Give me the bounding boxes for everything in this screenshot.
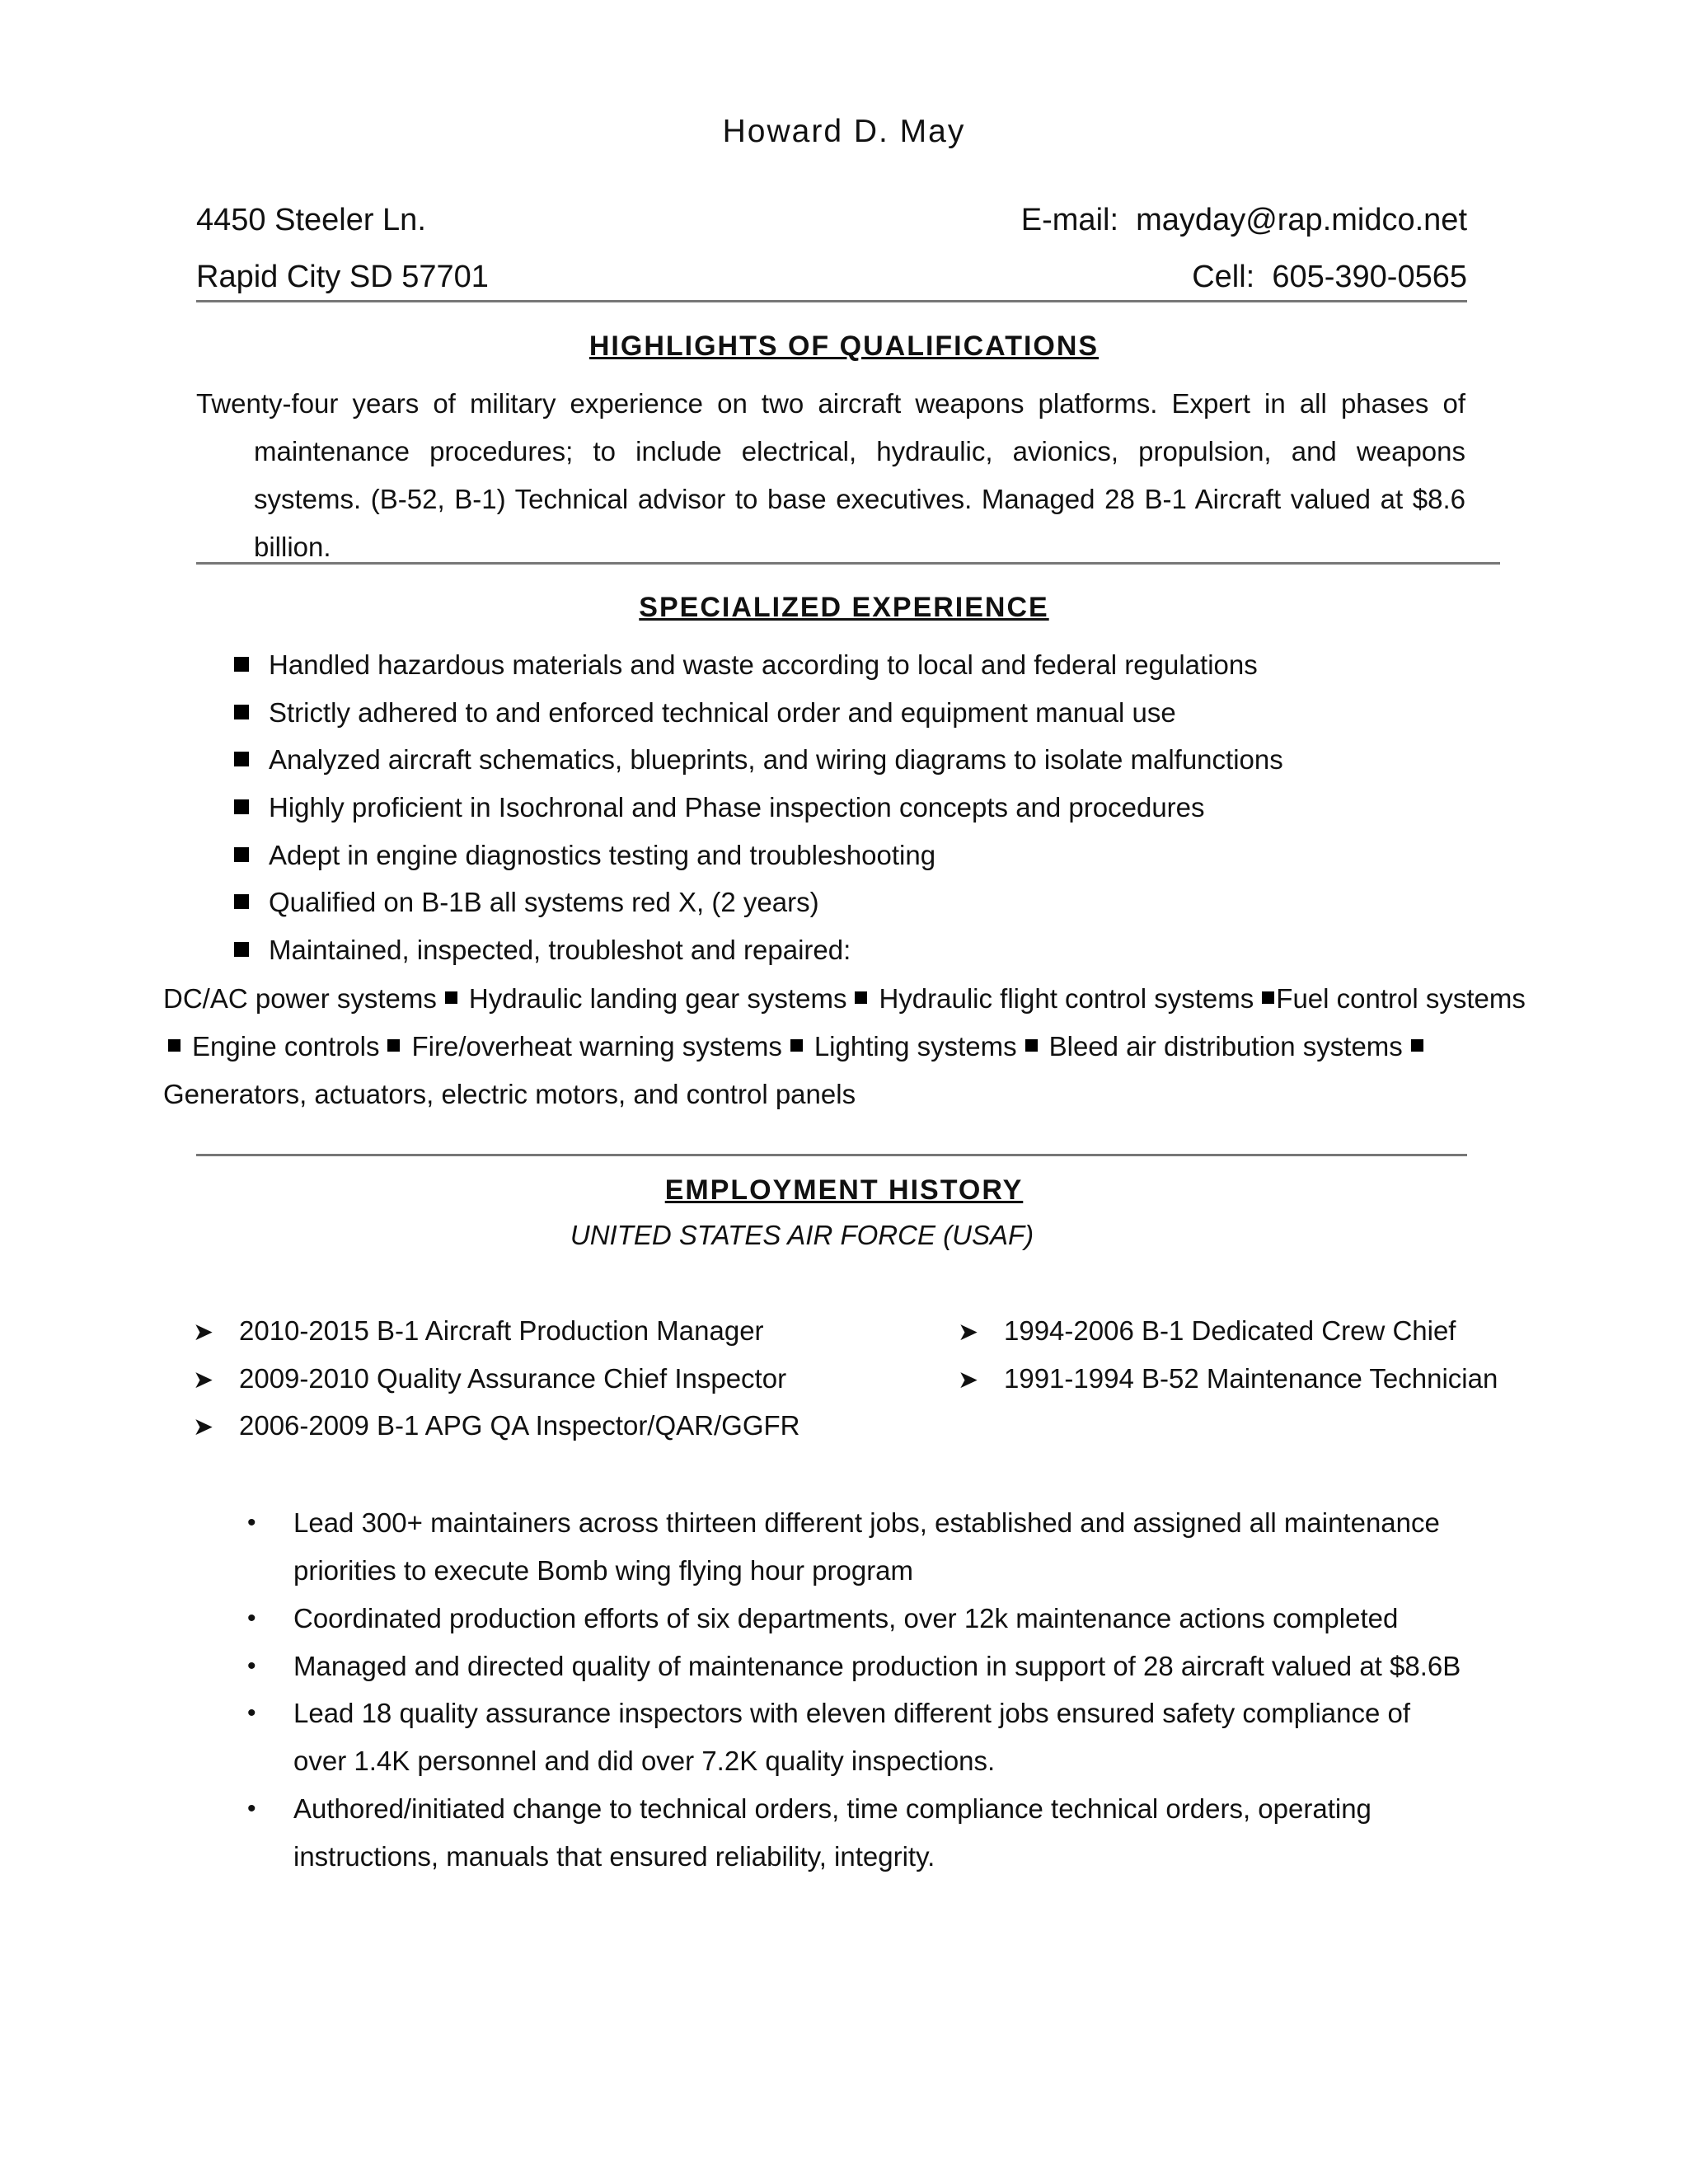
list-item: Adept in engine diagnostics testing and troubleshooting [234,840,935,871]
job-entry: ➤ 2010-2015 B-1 Aircraft Production Manager [193,1315,764,1346]
bullet-dot-icon: • [247,1795,256,1822]
header-divider [196,300,1467,302]
square-bullet-icon [387,1039,400,1052]
email-address[interactable]: mayday@rap.midco.net [1136,203,1467,237]
job-entry: ➤ 1994-2006 B-1 Dedicated Crew Chief [958,1315,1456,1346]
list-item: Analyzed aircraft schematics, blueprints, and wiring diagrams to isolate malfunctions [234,744,1283,776]
systems-list [163,975,1556,1118]
highlights-line: billion. [254,532,331,562]
square-bullet-icon [855,991,867,1004]
highlights-line: systems. (B-52, B-1) Technical advisor to base executives. Managed 28 B-1 Aircraft valued at $8.6 [254,484,1465,514]
arrow-bullet-icon: ➤ [958,1319,979,1346]
system-item: Bleed air distribution systems [1048,1031,1403,1062]
bullet-dot-icon: • [247,1605,256,1632]
address-line-1: 4450 Steeler Ln. [196,203,426,237]
employer-name: UNITED STATES AIR FORCE (USAF) [570,1220,1034,1250]
arrow-bullet-icon: ➤ [193,1319,214,1346]
square-bullet-icon [234,752,249,766]
list-item: • Lead 300+ maintainers across thirteen different jobs, established and assigned all maintenance priorities to execute Bomb wing flying hour program [293,1499,1440,1595]
applicant-name: Howard D. May [722,114,966,149]
job-entry: ➤ 2006-2009 B-1 APG QA Inspector/QAR/GGFR [193,1410,800,1441]
cell-label: Cell: [1192,260,1255,294]
email-label: E-mail: [1020,203,1119,237]
bullet-dot-icon: • [247,1652,256,1680]
system-item: Engine controls [192,1031,380,1062]
list-item: • Authored/initiated change to technical orders, time compliance technical orders, operating instructions, manuals that ensured reliability, integrity. [293,1785,1372,1881]
cell-line [1192,260,1467,295]
highlights-line: maintenance procedures; to include electrical, hydraulic, avionics, propulsion, and weapons [254,436,1465,466]
system-item: Fire/overheat warning systems [411,1031,782,1062]
specialized-divider [196,1154,1467,1156]
highlights-line: Twenty-four years of military experience on two aircraft weapons platforms. Expert in all phases of [196,388,1465,419]
arrow-bullet-icon: ➤ [193,1413,214,1441]
square-bullet-icon [234,657,249,672]
email-line [1021,203,1467,238]
square-bullet-icon [168,1039,181,1052]
square-bullet-icon [234,799,249,814]
square-bullet-icon [234,894,249,909]
list-item: Strictly adhered to and enforced technical order and equipment manual use [234,697,1176,729]
system-item: Hydraulic flight control systems [879,983,1254,1014]
system-item: DC/AC power systems [163,983,437,1014]
list-item: • Coordinated production efforts of six departments, over 12k maintenance actions completed [293,1595,1398,1643]
job-entry: ➤ 2009-2010 Quality Assurance Chief Inspector [193,1363,787,1394]
bullet-dot-icon: • [247,1509,256,1536]
list-item: Highly proficient in Isochronal and Phase inspection concepts and procedures [234,792,1205,823]
arrow-bullet-icon: ➤ [193,1366,214,1394]
list-item: • Lead 18 quality assurance inspectors with eleven different jobs ensured safety compliance of over 1.4K personnel and did over 7.2K quality inspections. [293,1690,1410,1785]
list-item: Qualified on B-1B all systems red X, (2 years) [234,887,819,918]
specialized-heading: SPECIALIZED EXPERIENCE [639,592,1049,623]
list-item: Handled hazardous materials and waste according to local and federal regulations [234,649,1258,681]
square-bullet-icon [234,942,249,957]
job-entry: ➤ 1991-1994 B-52 Maintenance Technician [958,1363,1498,1394]
square-bullet-icon [445,991,457,1004]
system-item: Hydraulic landing gear systems [468,983,847,1014]
highlights-divider [196,562,1500,565]
highlights-paragraph [196,380,1465,571]
system-item: Fuel control systems [1276,983,1526,1014]
square-bullet-icon [790,1039,803,1052]
square-bullet-icon [234,847,249,862]
bullet-dot-icon: • [247,1699,256,1727]
address-line-2: Rapid City SD 57701 [196,260,489,294]
square-bullet-icon [1025,1039,1038,1052]
system-item: Generators, actuators, electric motors, and control panels [163,1079,856,1109]
system-item: Lighting systems [814,1031,1017,1062]
square-bullet-icon [234,705,249,719]
cell-number: 605-390-0565 [1272,260,1467,294]
square-bullet-icon [1411,1039,1423,1052]
highlights-heading: HIGHLIGHTS OF QUALIFICATIONS [588,330,1100,362]
list-item: Maintained, inspected, troubleshot and repaired: [234,935,851,966]
arrow-bullet-icon: ➤ [958,1366,979,1394]
employment-heading: EMPLOYMENT HISTORY [664,1174,1024,1206]
square-bullet-icon [1262,991,1274,1004]
list-item: • Managed and directed quality of maintenance production in support of 28 aircraft valued at $8.6B [293,1643,1461,1690]
